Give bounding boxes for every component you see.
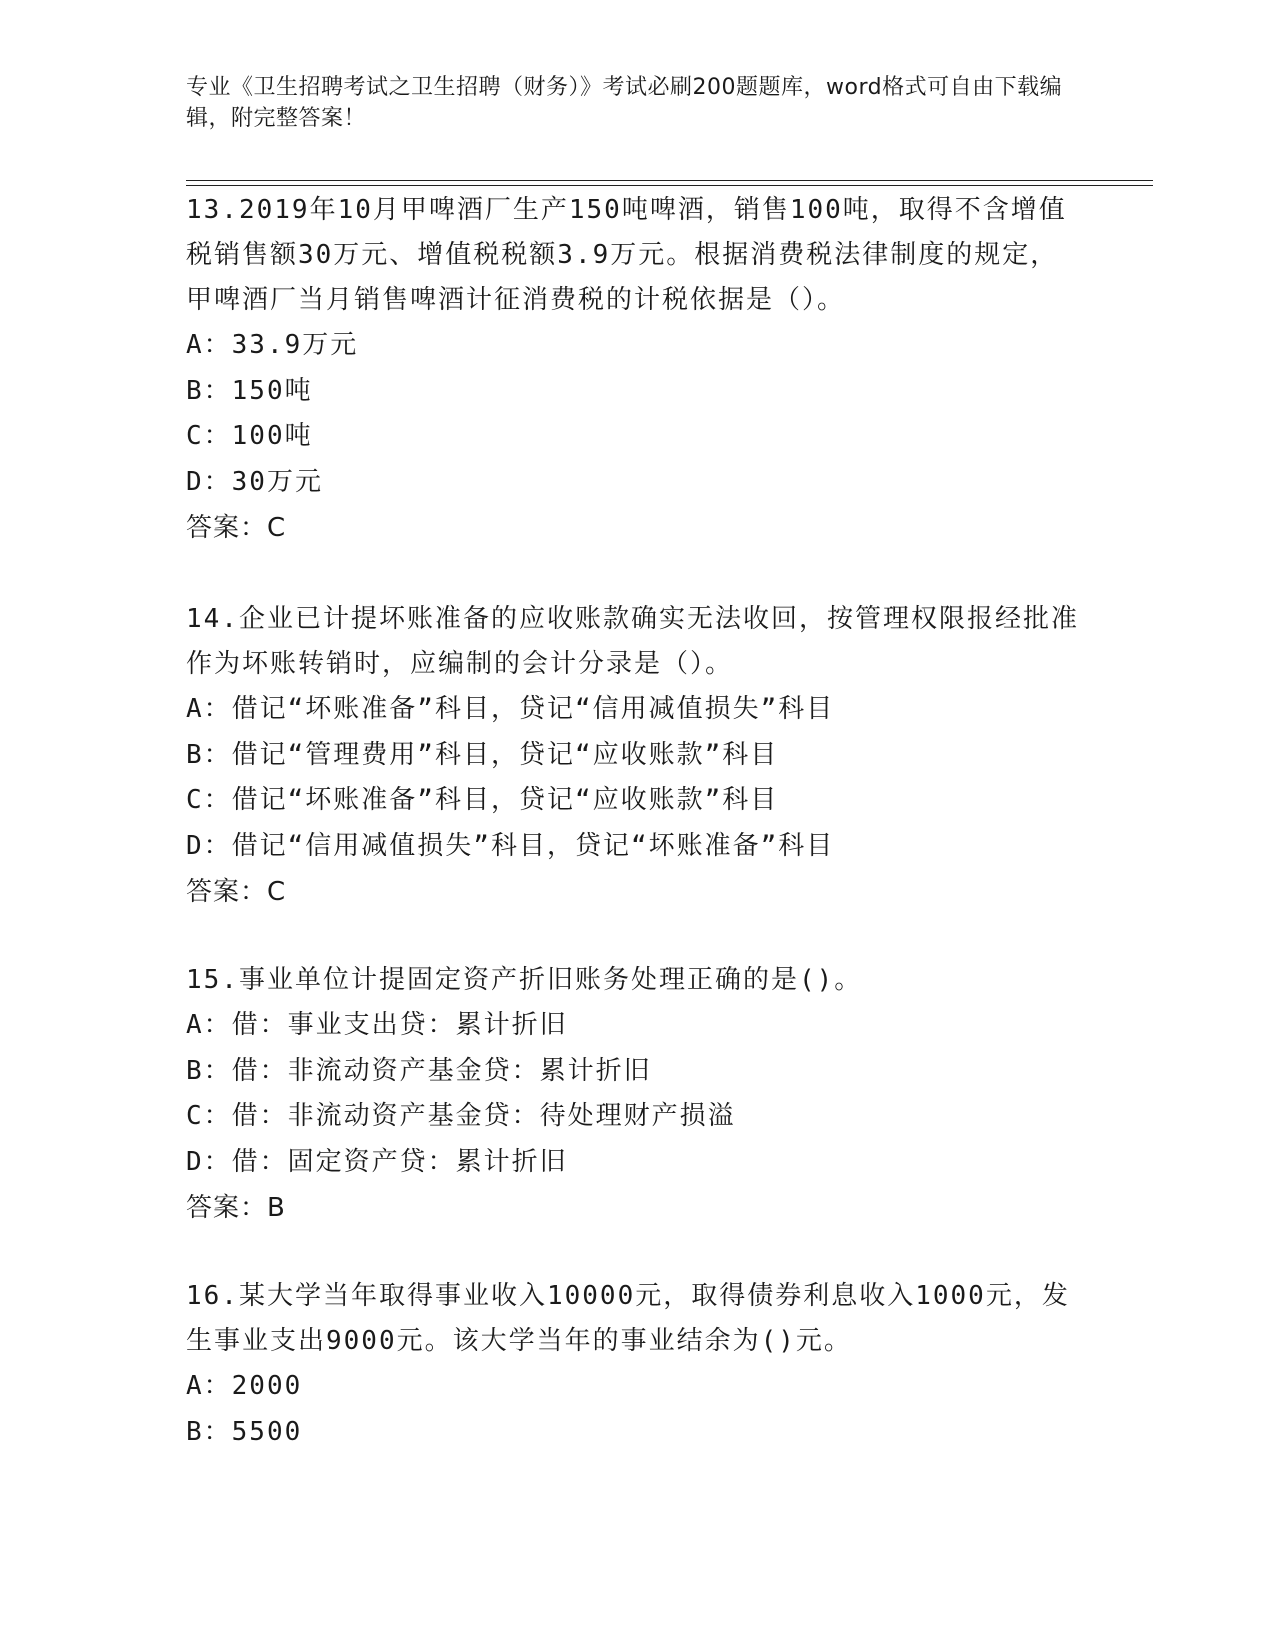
option-c: C：借记“坏账准备”科目，贷记“应收账款”科目 <box>186 785 779 815</box>
question-stem: 14.企业已计提坏账准备的应收账款确实无法收回，按管理权限报经批准作为坏账转销时，应编制的会计分录是（）。 <box>186 604 1079 679</box>
question-13 <box>186 188 1086 551</box>
question-15 <box>186 958 1086 1231</box>
question-stem: 15.事业单位计提固定资产折旧账务处理正确的是()。 <box>186 965 863 995</box>
header-text: 专业《卫生招聘考试之卫生招聘（财务）》考试必刷200题题库，word格式可自由下载编辑，附完整答案！ <box>186 75 1063 131</box>
option-c: C：借：非流动资产基金贷：待处理财产损溢 <box>186 1101 736 1131</box>
option-a: A：借记“坏账准备”科目，贷记“信用减值损失”科目 <box>186 694 835 724</box>
option-c: C：100吨 <box>186 421 313 451</box>
option-a: A：33.9万元 <box>186 330 359 360</box>
option-d: D：借：固定资产贷：累计折旧 <box>186 1146 568 1177</box>
option-d: D：借记“信用减值损失”科目，贷记“坏账准备”科目 <box>186 830 835 861</box>
header-divider-bottom <box>186 185 1153 186</box>
question-stem: 16.某大学当年取得事业收入10000元，取得债券利息收入1000元，发生事业支出9000元。该大学当年的事业结余为()元。 <box>186 1281 1070 1356</box>
option-b: B：5500 <box>186 1416 303 1447</box>
answer: 答案：C <box>186 513 287 543</box>
option-a: A：2000 <box>186 1371 303 1401</box>
header-divider-top <box>186 180 1153 181</box>
answer: 答案：B <box>186 1193 286 1223</box>
document-header <box>186 72 1066 134</box>
option-b: B：150吨 <box>186 375 313 406</box>
option-d: D：30万元 <box>186 466 323 497</box>
option-b: B：借：非流动资产基金贷：累计折旧 <box>186 1055 652 1086</box>
question-16 <box>186 1274 1086 1455</box>
option-b: B：借记“管理费用”科目，贷记“应收账款”科目 <box>186 739 779 770</box>
question-stem: 13.2019年10月甲啤酒厂生产150吨啤酒，销售100吨，取得不含增值税销售额30万元、增值税税额3.9万元。根据消费税法律制度的规定，甲啤酒厂当月销售啤酒计征消费税的计税依据是（）。 <box>186 195 1067 315</box>
answer: 答案：C <box>186 877 287 907</box>
option-a: A：借：事业支出贷：累计折旧 <box>186 1010 568 1040</box>
question-14 <box>186 597 1086 915</box>
